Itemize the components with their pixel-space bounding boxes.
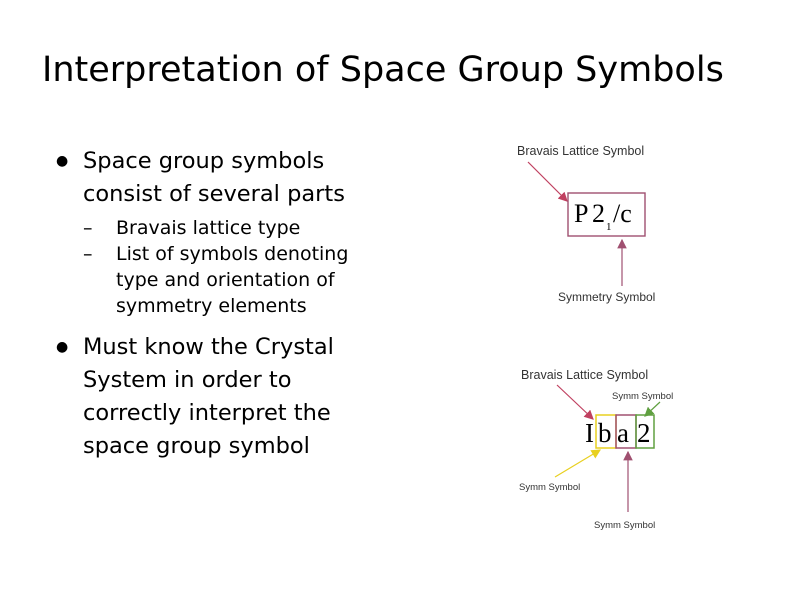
symm-label-bottom: Symm Symbol bbox=[594, 520, 656, 531]
sub-bullet-item bbox=[56, 215, 386, 241]
bravais-lattice-label: Bravais Lattice Symbol bbox=[521, 368, 649, 382]
symbol-p: P bbox=[574, 199, 589, 228]
slide-title: Interpretation of Space Group Symbols bbox=[42, 50, 724, 90]
symbol-I: I bbox=[585, 418, 594, 448]
bravais-lattice-label: Bravais Lattice Symbol bbox=[517, 144, 645, 158]
bullet-dot-icon: ● bbox=[56, 339, 69, 355]
symm-label-right: Symm Symbol bbox=[612, 391, 674, 402]
bullet-item bbox=[56, 331, 386, 463]
symbol-a: a bbox=[617, 418, 629, 448]
bullet-list bbox=[56, 145, 386, 463]
sub-bullet-item bbox=[56, 241, 386, 319]
symm-label-left: Symm Symbol bbox=[519, 482, 581, 493]
bravais-arrow bbox=[528, 162, 567, 201]
symbol-b: b bbox=[598, 418, 612, 448]
bravais-arrow bbox=[557, 385, 593, 419]
p21c-diagram bbox=[500, 138, 730, 318]
sub-bullet-text: List of symbols denoting type and orientation of symmetry elements bbox=[116, 243, 349, 317]
symbol-subscript: 1 bbox=[606, 221, 612, 233]
dash-icon: – bbox=[83, 243, 93, 265]
iba2-diagram bbox=[505, 362, 705, 542]
symm-arrow-right bbox=[645, 402, 660, 416]
symbol-2: 2 bbox=[637, 418, 651, 448]
sub-bullet-list bbox=[56, 215, 386, 319]
bullet-text: Must know the Crystal System in order to correctly interpret the space group symbol bbox=[83, 334, 334, 459]
bullet-item bbox=[56, 145, 386, 211]
symbol-rest: /c bbox=[613, 199, 632, 228]
bullet-text: Space group symbols consist of several parts bbox=[83, 148, 345, 207]
symmetry-label: Symmetry Symbol bbox=[558, 290, 656, 304]
dash-icon: – bbox=[83, 217, 93, 239]
sub-bullet-text: Bravais lattice type bbox=[116, 217, 301, 239]
bullet-dot-icon: ● bbox=[56, 153, 69, 169]
symm-arrow-left bbox=[555, 450, 600, 477]
symbol-2: 2 bbox=[592, 199, 605, 228]
